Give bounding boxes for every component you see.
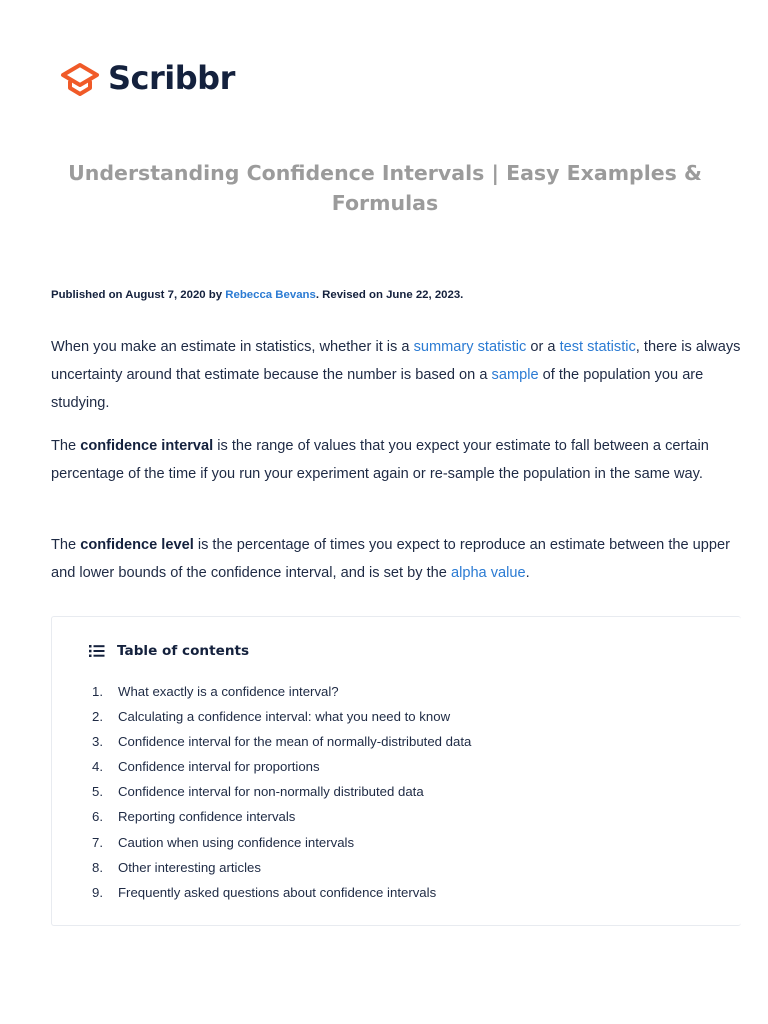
toc-item-link[interactable]: Confidence interval for non-normally distributed data bbox=[118, 784, 424, 800]
toc-item-link[interactable]: What exactly is a confidence interval? bbox=[118, 684, 339, 699]
page-title: Understanding Confidence Intervals | Easy Examples & Formulas bbox=[68, 161, 702, 215]
toc-item-link[interactable]: Frequently asked questions about confidence intervals bbox=[118, 884, 437, 900]
byline-revised: . Revised on June 22, 2023. bbox=[315, 289, 464, 301]
toc-item-link[interactable]: Confidence interval for the mean of normally-distributed data bbox=[118, 734, 472, 750]
confidence-interval-paragraph bbox=[51, 432, 741, 488]
toc-item-number: 3. bbox=[92, 734, 103, 750]
alpha-value-link[interactable]: alpha value bbox=[450, 565, 526, 581]
toc-list bbox=[92, 679, 471, 905]
toc-item[interactable] bbox=[92, 754, 471, 779]
paragraph-text: The bbox=[51, 438, 81, 454]
paragraph-text: The bbox=[51, 537, 81, 553]
toc-item-number: 4. bbox=[92, 759, 103, 775]
toc-item-link[interactable]: Confidence interval for proportions bbox=[118, 759, 320, 775]
toc-item[interactable] bbox=[92, 779, 471, 804]
toc-item-number: 5. bbox=[92, 784, 103, 800]
toc-item-link[interactable]: Other interesting articles bbox=[118, 859, 261, 875]
toc-item[interactable] bbox=[92, 704, 471, 729]
toc-item[interactable] bbox=[92, 830, 471, 855]
toc-item-link[interactable]: Reporting confidence intervals bbox=[118, 809, 296, 825]
summary-statistic-link[interactable]: summary statistic bbox=[413, 339, 527, 355]
author-link[interactable]: Rebecca Bevans bbox=[225, 289, 316, 301]
toc-title: Table of contents bbox=[117, 643, 250, 659]
toc-item-number: 9. bbox=[92, 884, 103, 900]
toc-item[interactable] bbox=[92, 855, 471, 880]
test-statistic-link[interactable]: test statistic bbox=[559, 339, 636, 355]
list-icon bbox=[89, 644, 105, 658]
toc-item-link[interactable]: Calculating a confidence interval: what you need to know bbox=[118, 709, 451, 725]
confidence-interval-term: confidence interval bbox=[80, 438, 214, 454]
paragraph-text: is the percentage of times you expect to reproduce an estimate between the upper and lower bounds of the confidence interval, and is set by the bbox=[51, 537, 731, 581]
toc-item[interactable] bbox=[92, 804, 471, 829]
scribbr-logo[interactable] bbox=[58, 58, 235, 98]
toc-item-number: 8. bbox=[92, 859, 103, 875]
toc-item[interactable] bbox=[92, 729, 471, 754]
paragraph-text: , there is always uncertainty around that estimate because the number is based on a bbox=[51, 339, 741, 383]
logo-wordmark: Scribbr bbox=[108, 59, 235, 97]
byline bbox=[51, 289, 463, 301]
toc-item-number: 2. bbox=[92, 709, 103, 725]
toc-item-link[interactable]: Caution when using confidence intervals bbox=[118, 834, 355, 850]
confidence-level-term: confidence level bbox=[80, 537, 194, 553]
table-of-contents bbox=[51, 616, 741, 926]
toc-item[interactable] bbox=[92, 880, 471, 905]
toc-item-number: 1. bbox=[92, 684, 103, 699]
toc-header bbox=[89, 643, 249, 659]
paragraph-text: of the population you are studying. bbox=[51, 367, 704, 411]
toc-item[interactable] bbox=[92, 679, 471, 704]
toc-item-number: 7. bbox=[92, 834, 103, 850]
paragraph-text: . bbox=[525, 565, 530, 581]
intro-paragraph bbox=[51, 333, 741, 417]
sample-link[interactable]: sample bbox=[491, 367, 539, 383]
paragraph-text: When you make an estimate in statistics, whether it is a bbox=[51, 339, 414, 355]
confidence-level-paragraph bbox=[51, 531, 741, 587]
byline-published: Published on August 7, 2020 by bbox=[51, 289, 226, 301]
graduation-cap-chevron-icon bbox=[58, 58, 102, 98]
paragraph-text: or a bbox=[526, 339, 560, 355]
paragraph-text: is the range of values that you expect your estimate to fall between a certain percentage of the time if you run your experiment again or re-sample the population in the same way. bbox=[51, 438, 709, 482]
toc-item-number: 6. bbox=[92, 809, 103, 825]
